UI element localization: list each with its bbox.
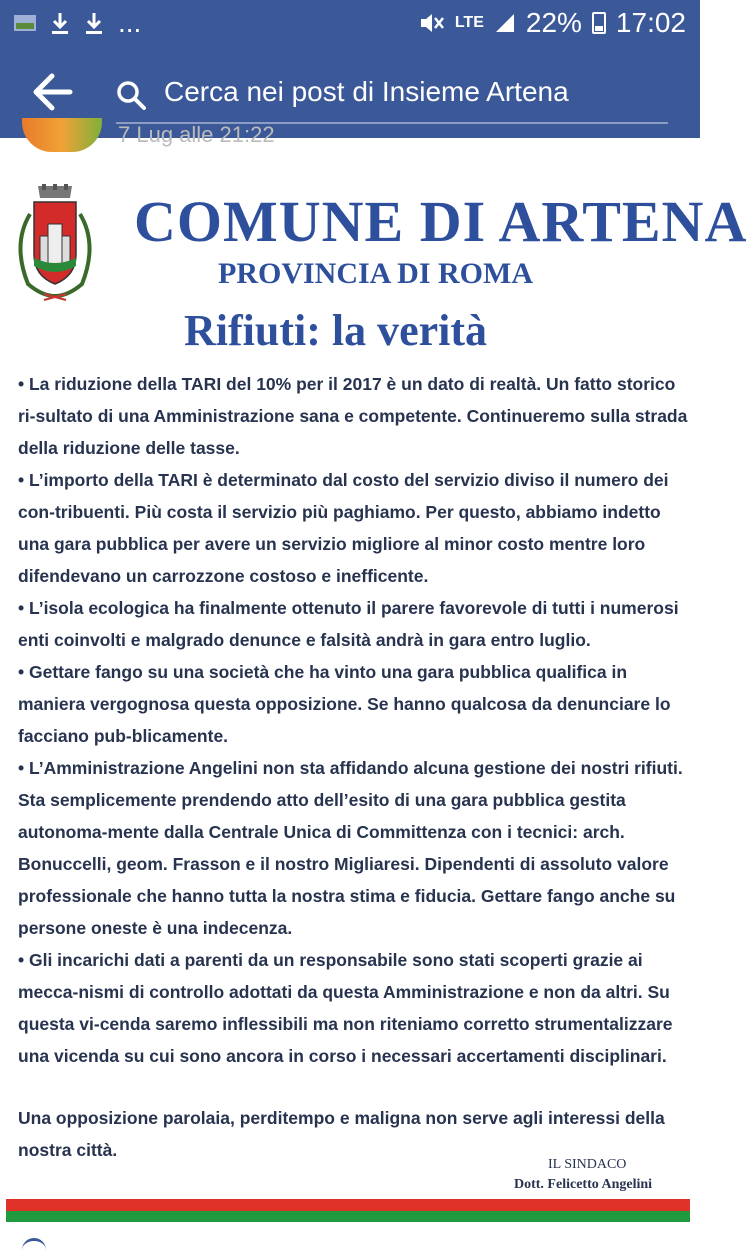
battery-percent: 22% [525, 7, 582, 38]
mute-icon [419, 11, 445, 35]
signature-name: Dott. Felicetto Angelini [514, 1177, 653, 1192]
status-bar [0, 0, 700, 46]
notice-body [18, 368, 690, 1072]
flag-stripe-red [6, 1199, 690, 1211]
notice-paragraph: • L’Amministrazione Angelini non sta affidando alcuna gestione dei nostri rifiuti. Sta semplicemente prendendo atto dell’esito di una gara pubblica gestita autonoma-mente dalla Centrale Unica di Committenza con i tecnici: arch. Bonuccelli, geom. Frasson e il nostro Migliaresi. Dipendenti di assoluto valore professionale che hanno tutta la nostra stima e fiducia. Gettare fango anche su persone oneste è una indecenza. [18, 758, 683, 938]
gallery-icon [14, 15, 36, 31]
notice-paragraph: • La riduzione della TARI del 10% per il 2017 è un dato di realtà. Un fatto storico ri-sultato di una Amministrazione sana e competente. Continueremo sulla strada della riduzione delle tasse. [18, 374, 688, 458]
download-icon [84, 11, 104, 35]
notice-title: COMUNE DI ARTENA [134, 189, 747, 254]
status-right [419, 7, 686, 39]
status-left [14, 7, 141, 39]
post-timestamp: 7 Lug alle 21:22 [118, 122, 275, 147]
signal-icon [494, 12, 516, 34]
flag-stripe-green [6, 1211, 690, 1222]
network-type: LTE [454, 14, 484, 31]
signature-role: IL SINDACO [548, 1157, 627, 1172]
search-placeholder: Cerca nei post di Insieme Artena [164, 76, 569, 107]
notice-paragraph: • Gettare fango su una società che ha vinto una gara pubblica qualifica in maniera vergognosa questa opposizione. Se hanno qualcosa da denunciare lo facciano pub-blicamente. [18, 662, 671, 746]
avatar[interactable] [22, 118, 102, 152]
download-icon [50, 11, 70, 35]
search-toolbar [0, 46, 700, 138]
notice-paragraph: • L’importo della TARI è determinato dal costo del servizio diviso il numero dei con-tribuenti. Più costa il servizio più paghiamo. Per questo, abbiamo indetto una gara pubblica per avere un servizio migliore al minor costo mentre loro difendevano un carrozzone costoso e inefficente. [18, 470, 669, 586]
search-input[interactable] [116, 70, 668, 124]
notice-paragraph: • Gli incarichi dati a parenti da un responsabile sono stati scoperti grazie ai mecca-nismi di controllo adottati da questa Amministrazione e non da altri. Su questa vi-cenda saremo inflessibili ma non riteniamo corretto strumentalizzare una vicenda su cui sono ancora in corso i necessari accertamenti disciplinari. [18, 950, 673, 1066]
coat-of-arms-icon [8, 184, 102, 304]
notice-closing: Una opposizione parolaia, perditempo e maligna non serve agli interessi della nostra città. [18, 1108, 665, 1160]
notice-heading: Rifiuti: la verità [184, 306, 488, 355]
notice-subtitle: PROVINCIA DI ROMA [218, 257, 533, 290]
clock: 17:02 [615, 7, 686, 38]
post-header-strip [0, 122, 700, 160]
notice-paragraph: • L’isola ecologica ha finalmente ottenuto il parere favorevole di tutti i numerosi enti coinvolti e malgrado denunce e falsità andrà in gara entro luglio. [18, 598, 679, 650]
search-icon [116, 80, 146, 110]
next-post-avatar-edge [22, 1238, 46, 1250]
status-more: ... [118, 7, 142, 38]
battery-icon [592, 12, 606, 34]
back-arrow-icon[interactable] [32, 72, 74, 112]
